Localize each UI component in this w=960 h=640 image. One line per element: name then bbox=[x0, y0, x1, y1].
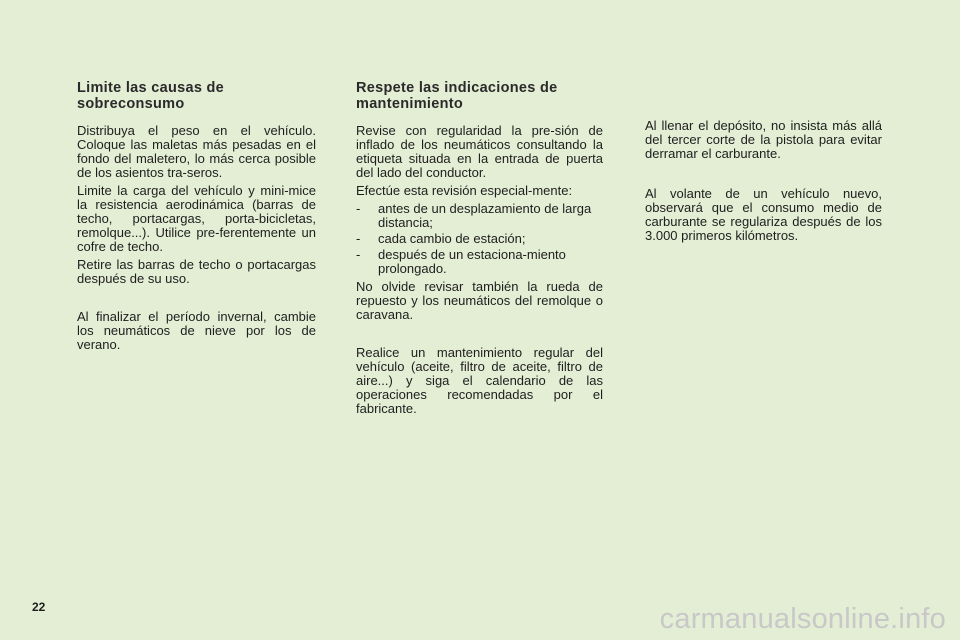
column-middle bbox=[356, 80, 603, 420]
section-title-overconsumption: Limite las causas de sobreconsumo bbox=[77, 80, 225, 112]
check-list bbox=[356, 202, 603, 276]
paragraph: Realice un mantenimiento regular del vehículo (aceite, filtro de aceite, filtro de aire...) y siga el calendario de las operaciones recomendadas por el fabricante. bbox=[356, 345, 603, 416]
list-item: - cada cambio de estación; bbox=[356, 232, 603, 246]
paragraph: Al llenar el depósito, no insista más allá del tercer corte de la pistola para evitar derramar el carburante. bbox=[645, 118, 882, 161]
list-item: - antes de un desplazamiento de larga distancia; bbox=[356, 202, 603, 230]
section-title-maintenance: Respete las indicaciones de mantenimiento bbox=[356, 80, 558, 112]
paragraph: Retire las barras de techo o portacargas después de su uso. bbox=[77, 257, 316, 286]
column-right bbox=[645, 119, 882, 247]
paragraph: Al finalizar el período invernal, cambie los neumáticos de nieve por los de verano. bbox=[77, 309, 316, 352]
watermark: carmanualsonline.info bbox=[659, 603, 946, 635]
list-item: - después de un estaciona-miento prolongado. bbox=[356, 248, 603, 276]
page-number: 22 bbox=[32, 600, 46, 614]
column-left bbox=[77, 80, 316, 356]
paragraph: Al volante de un vehículo nuevo, observará que el consumo medio de carburante se regulariza después de los 3.000 primeros kilómetros. bbox=[645, 186, 882, 243]
paragraph: No olvide revisar también la rueda de repuesto y los neumáticos del remolque o caravana. bbox=[356, 279, 603, 322]
paragraph: Revise con regularidad la pre-sión de inflado de los neumáticos consultando la etiqueta situada en la entrada de puerta del lado del conductor. bbox=[356, 123, 603, 180]
paragraph: Efectúe esta revisión especial-mente: bbox=[356, 183, 573, 198]
paragraph: Distribuya el peso en el vehículo. Coloque las maletas más pesadas en el fondo del maletero, lo más cerca posible de los asientos tra-seros. bbox=[77, 123, 316, 180]
paragraph: Limite la carga del vehículo y mini-mice la resistencia aerodinámica (barras de techo, portacargas, porta-bicicletas, remolque...). Utilice pre-ferentemente un cofre de techo. bbox=[77, 183, 316, 254]
